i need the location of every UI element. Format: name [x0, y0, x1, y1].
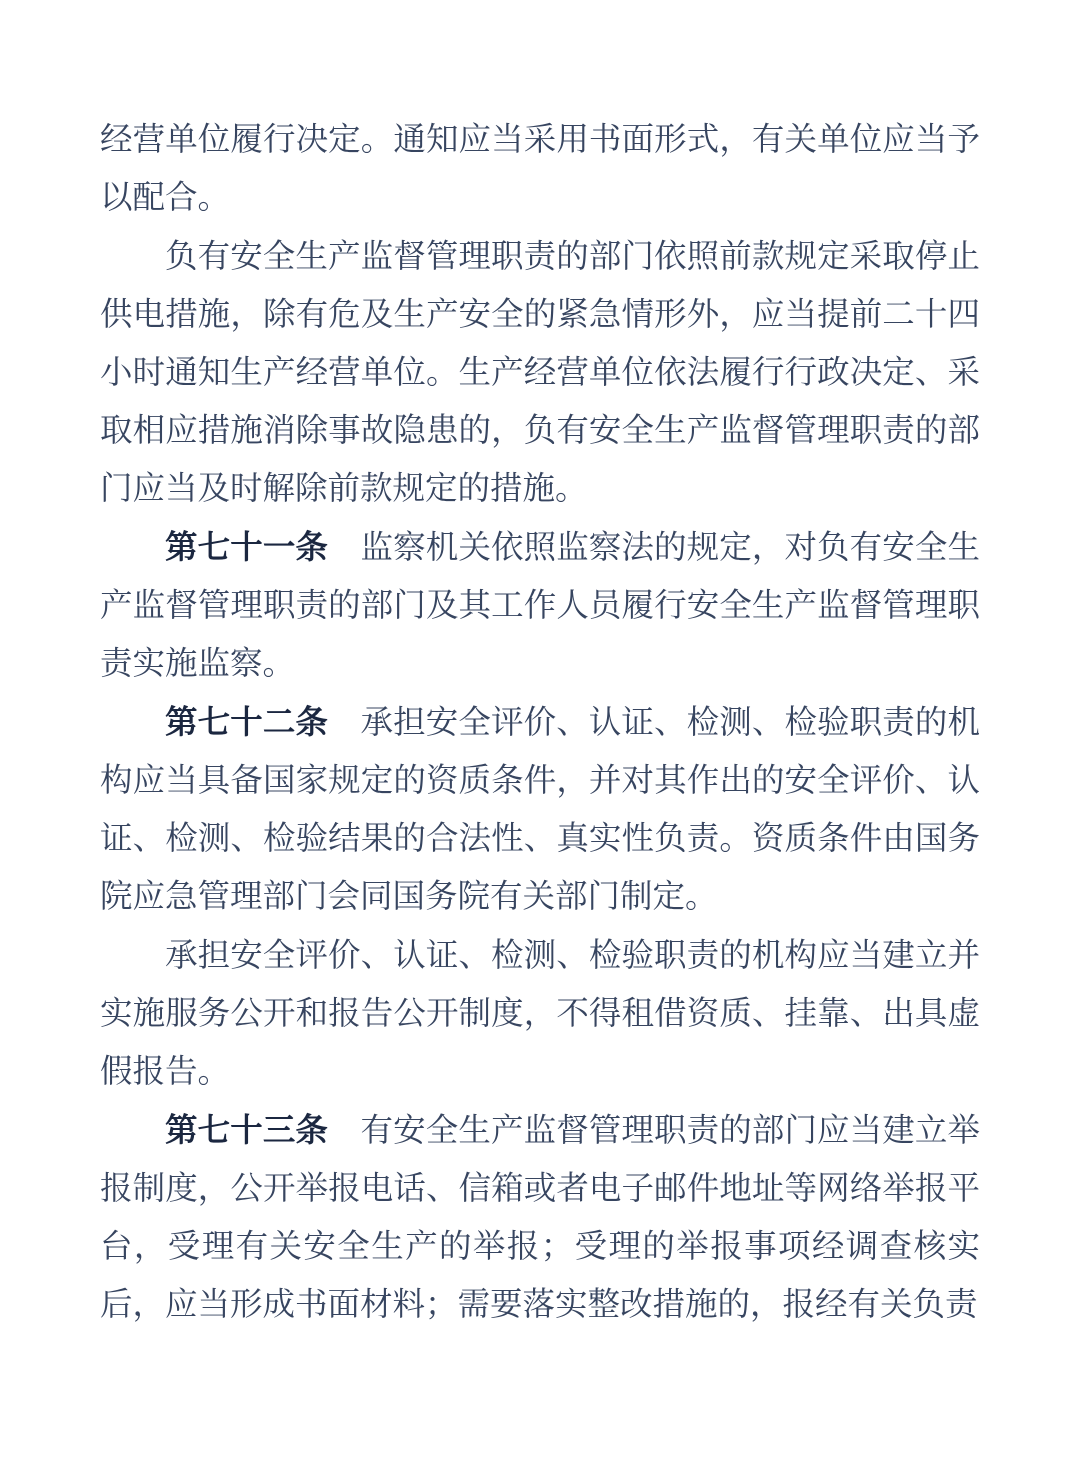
paragraph-text: 负有安全生产监督管理职责的部门依照前款规定采取停止供电措施，除有危及生产安全的紧急情形外，应当提前二十四小时通知生产经营单位。生产经营单位依法履行行政决定、采取相应措施消除事故隐患的，负有安全生产监督管理职责的部门应当及时解除前款规定的措施。 [100, 239, 980, 507]
paragraph [100, 110, 980, 227]
document-body [100, 110, 980, 1334]
paragraph-text: 监察机关依照监察法的规定，对负有安全生产监督管理职责的部门及其工作人员履行安全生产监督管理职责实施监察。 [100, 530, 980, 682]
paragraph-text: 承担安全评价、认证、检测、检验职责的机构应当建立并实施服务公开和报告公开制度，不得租借资质、挂靠、出具虚假报告。 [100, 938, 980, 1090]
paragraph-text: 经营单位履行决定。通知应当采用书面形式，有关单位应当予以配合。 [100, 122, 980, 216]
paragraph [100, 518, 980, 693]
paragraph [100, 693, 980, 926]
article-number: 第七十三条 [165, 1112, 329, 1148]
paragraph-text: 有安全生产监督管理职责的部门应当建立举报制度，公开举报电话、信箱或者电子邮件地址等网络举报平台，受理有关安全生产的举报；受理的举报事项经调查核实后，应当形成书面材料；需要落实整改措施的，报经有关负责 [100, 1113, 980, 1323]
paragraph-text: 承担安全评价、认证、检测、检验职责的机构应当具备国家规定的资质条件，并对其作出的安全评价、认证、检测、检验结果的合法性、真实性负责。资质条件由国务院应急管理部门会同国务院有关部门制定。 [100, 705, 980, 915]
article-number: 第七十二条 [165, 704, 329, 740]
paragraph [100, 227, 980, 518]
paragraph [100, 1101, 980, 1334]
paragraph [100, 926, 980, 1101]
article-number: 第七十一条 [165, 529, 329, 565]
